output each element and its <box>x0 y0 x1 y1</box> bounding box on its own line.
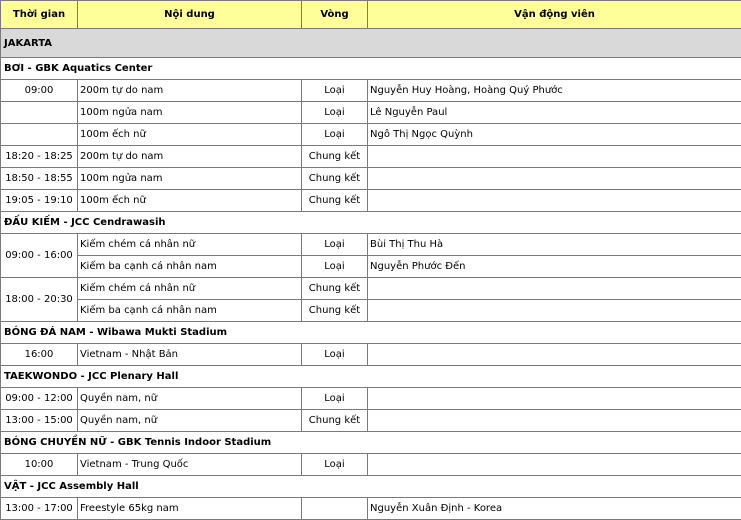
content-cell: Quyền nam, nữ <box>78 410 302 432</box>
athletes-cell: Lê Nguyễn Paul <box>368 102 741 124</box>
table-row <box>1 498 741 520</box>
time-cell: 09:00 - 16:00 <box>1 234 78 278</box>
city-row <box>1 29 741 58</box>
time-cell: 10:00 <box>1 454 78 476</box>
table-row <box>1 168 741 190</box>
time-cell: 19:05 - 19:10 <box>1 190 78 212</box>
athletes-cell: Bùi Thị Thu Hà <box>368 234 741 256</box>
content-cell: Kiếm ba cạnh cá nhân nam <box>78 256 302 278</box>
time-cell: 13:00 - 17:00 <box>1 498 78 520</box>
athletes-cell <box>368 146 741 168</box>
city-label: JAKARTA <box>1 29 741 58</box>
section-header-taekwondo <box>1 366 741 388</box>
round-cell: Loại <box>302 234 368 256</box>
time-cell: 09:00 <box>1 80 78 102</box>
time-cell <box>1 124 78 146</box>
table-row <box>1 124 741 146</box>
content-cell: 100m ngửa nam <box>78 102 302 124</box>
section-title: ĐẤU KIẾM - JCC Cendrawasih <box>1 212 741 234</box>
athletes-cell <box>368 410 741 432</box>
header-time: Thời gian <box>1 1 78 29</box>
round-cell <box>302 498 368 520</box>
table-row <box>1 80 741 102</box>
header-athletes: Vận động viên <box>368 1 741 29</box>
content-cell: Kiếm ba cạnh cá nhân nam <box>78 300 302 322</box>
table-row <box>1 344 741 366</box>
table-row <box>1 234 741 256</box>
round-cell: Loại <box>302 80 368 102</box>
time-cell: 09:00 - 12:00 <box>1 388 78 410</box>
round-cell: Loại <box>302 124 368 146</box>
content-cell: 200m tự do nam <box>78 80 302 102</box>
athletes-cell: Nguyễn Phước Đến <box>368 256 741 278</box>
athletes-cell: Ngô Thị Ngọc Quỳnh <box>368 124 741 146</box>
table-row <box>1 102 741 124</box>
section-header-fencing <box>1 212 741 234</box>
content-cell: 100m ngửa nam <box>78 168 302 190</box>
content-cell: Vietnam - Trung Quốc <box>78 454 302 476</box>
time-cell: 13:00 - 15:00 <box>1 410 78 432</box>
time-cell: 16:00 <box>1 344 78 366</box>
header-round: Vòng <box>302 1 368 29</box>
section-title: VẬT - JCC Assembly Hall <box>1 476 741 498</box>
section-header-wrestling <box>1 476 741 498</box>
round-cell: Loại <box>302 256 368 278</box>
content-cell: Vietnam - Nhật Bản <box>78 344 302 366</box>
round-cell: Chung kết <box>302 146 368 168</box>
round-cell: Chung kết <box>302 190 368 212</box>
athletes-cell: Nguyễn Huy Hoàng, Hoàng Quý Phước <box>368 80 741 102</box>
athletes-cell <box>368 344 741 366</box>
athletes-cell: Nguyễn Xuân Định - Korea <box>368 498 741 520</box>
athletes-cell <box>368 278 741 300</box>
table-row <box>1 454 741 476</box>
round-cell: Loại <box>302 102 368 124</box>
time-cell: 18:50 - 18:55 <box>1 168 78 190</box>
table-row <box>1 256 741 278</box>
content-cell: 100m ếch nữ <box>78 190 302 212</box>
athletes-cell <box>368 168 741 190</box>
content-cell: Kiếm chém cá nhân nữ <box>78 234 302 256</box>
table-row <box>1 190 741 212</box>
round-cell: Chung kết <box>302 168 368 190</box>
time-cell <box>1 102 78 124</box>
round-cell: Chung kết <box>302 300 368 322</box>
content-cell: Quyền nam, nữ <box>78 388 302 410</box>
section-header-swimming <box>1 58 741 80</box>
section-header-volleyball <box>1 432 741 454</box>
athletes-cell <box>368 454 741 476</box>
section-title: BÓNG CHUYỀN NỮ - GBK Tennis Indoor Stadium <box>1 432 741 454</box>
table-row <box>1 300 741 322</box>
header-row <box>1 1 741 29</box>
section-title: BÓNG ĐÁ NAM - Wibawa Mukti Stadium <box>1 322 741 344</box>
athletes-cell <box>368 190 741 212</box>
round-cell: Chung kết <box>302 410 368 432</box>
table-row <box>1 388 741 410</box>
table-row <box>1 146 741 168</box>
athletes-cell <box>368 300 741 322</box>
section-title: TAEKWONDO - JCC Plenary Hall <box>1 366 741 388</box>
round-cell: Loại <box>302 388 368 410</box>
table-row <box>1 278 741 300</box>
content-cell: Kiếm chém cá nhân nữ <box>78 278 302 300</box>
content-cell: 100m ếch nữ <box>78 124 302 146</box>
table-row <box>1 410 741 432</box>
content-cell: Freestyle 65kg nam <box>78 498 302 520</box>
round-cell: Loại <box>302 454 368 476</box>
round-cell: Loại <box>302 344 368 366</box>
round-cell: Chung kết <box>302 278 368 300</box>
content-cell: 200m tự do nam <box>78 146 302 168</box>
athletes-cell <box>368 388 741 410</box>
section-title: BƠI - GBK Aquatics Center <box>1 58 741 80</box>
time-cell: 18:20 - 18:25 <box>1 146 78 168</box>
header-content: Nội dung <box>78 1 302 29</box>
section-header-football <box>1 322 741 344</box>
time-cell: 18:00 - 20:30 <box>1 278 78 322</box>
